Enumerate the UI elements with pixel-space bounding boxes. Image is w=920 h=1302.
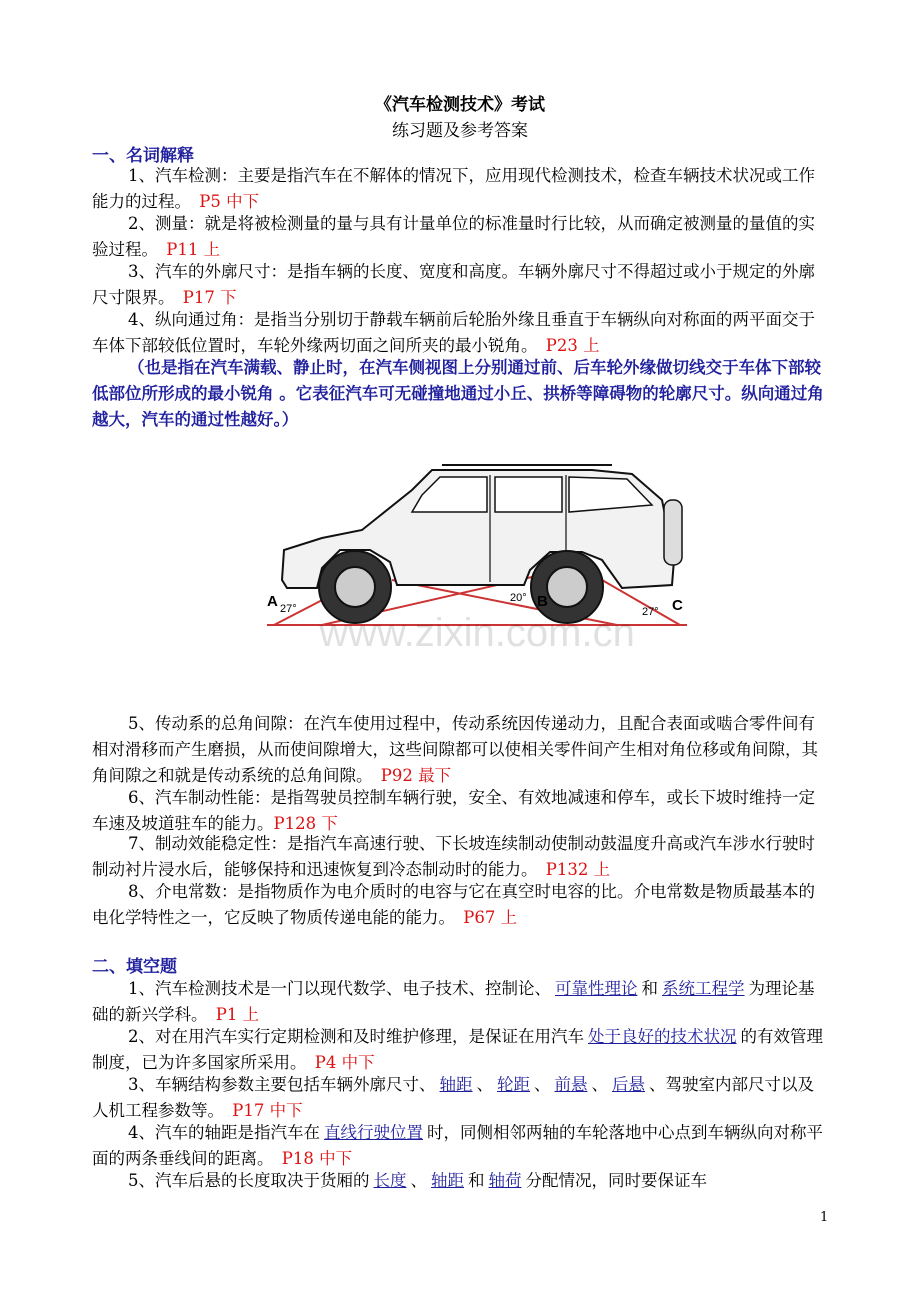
page-reference: P23 上 (545, 336, 600, 355)
definition-item (92, 711, 830, 789)
label-c: C (672, 597, 683, 614)
question-text: 分配情况，同时要保证车 (525, 1171, 707, 1190)
page-reference: P18 中下 (281, 1149, 353, 1168)
definition-text: 7、制动效能稳定性：是指汽车高速行驶、下长坡连续制动使制动鼓温度升高或汽车涉水行驶时制动衬片浸水后，能够保持和迅速恢复到冷态制动时的能力。 (92, 834, 815, 879)
answer-blank: 轮距 (497, 1075, 530, 1094)
vehicle-angle-diagram (262, 450, 692, 665)
page-reference: P128 下 (273, 814, 338, 833)
watermark: www.zixin.com.cn (319, 611, 635, 655)
definition-text: 3、汽车的外廓尺寸：是指车辆的长度、宽度和高度。车辆外廓尺寸不得超过或小于规定的外廓尺寸限界。 (92, 262, 815, 307)
definition-item (92, 163, 830, 215)
separator: 、 (534, 1075, 551, 1094)
answer-blank: 后悬 (612, 1075, 645, 1094)
page-reference: P132 上 (545, 860, 611, 879)
definition-item (92, 211, 830, 263)
answer-blank: 长度 (373, 1171, 407, 1190)
definition-item (92, 259, 830, 311)
front-wheel-hub (335, 567, 375, 607)
angle-b: 20° (510, 592, 527, 604)
page-reference: P1 上 (215, 1005, 260, 1024)
answer-blank: 系统工程学 (662, 979, 745, 998)
page-reference: P92 最下 (380, 766, 452, 785)
label-b: B (537, 593, 548, 610)
question-text: 5、汽车后悬的长度取决于货厢的 (128, 1171, 370, 1190)
question-text: 、驾驶室内部尺寸以及人机工程参数等。 (92, 1075, 814, 1120)
question-text: 和 (468, 1171, 485, 1190)
separator: 、 (410, 1171, 427, 1190)
definition-item (92, 879, 830, 931)
definition-text: 5、传动系的总角间隙：在汽车使用过程中，传动系统因传递动力，且配合表面或啮合零件间有相对滑移而产生磨损，从而使间隙增大，这些间隙都可以使相关零件间产生相对角位移或角间隙，其角间隙之和就是传动系统的总角间隙。 (92, 714, 818, 785)
angle-a: 27° (280, 603, 297, 615)
definition-item (92, 785, 830, 837)
page-reference: P17 中下 (232, 1101, 303, 1120)
document-subtitle: 练习题及参考答案 (392, 121, 528, 141)
answer-blank: 轴荷 (488, 1171, 522, 1190)
page-reference: P4 中下 (314, 1053, 375, 1072)
definition-text: 1、汽车检测：主要是指汽车在不解体的情况下，应用现代检测技术，检查车辆技术状况或工作能力的过程。 (92, 166, 815, 211)
answer-blank: 直线行驶位置 (324, 1123, 423, 1142)
separator: 、 (591, 1075, 608, 1094)
page-number: 1 (820, 1210, 829, 1225)
definition-text: 4、纵向通过角：是指当分别切于静载车辆前后轮胎外缘且垂直于车辆纵向对称面的两平面交于车体下部较低位置时，车轮外缘两切面之间所夹的最小锐角。 (92, 310, 815, 355)
spare-wheel (664, 500, 682, 565)
definition-item (92, 831, 830, 883)
angle-c: 27° (642, 606, 659, 618)
page-reference: P17 下 (182, 288, 237, 307)
question-text: 和 (641, 979, 658, 998)
answer-blank: 可靠性理论 (555, 979, 638, 998)
document-title: 《汽车检测技术》考试 (375, 95, 545, 115)
answer-blank: 前悬 (554, 1075, 588, 1094)
answer-blank: 轴距 (431, 1171, 464, 1190)
rear-window (495, 477, 562, 512)
question-text: 3、车辆结构参数主要包括车辆外廓尺寸、 (128, 1075, 436, 1094)
definition-item (92, 307, 830, 359)
section-heading-definitions: 一、名词解释 (92, 146, 194, 166)
page-reference: P11 上 (166, 240, 221, 259)
rear-wheel-hub (547, 567, 587, 607)
fill-in-question (92, 1120, 830, 1172)
section-heading-fill-in: 二、填空题 (92, 957, 177, 977)
question-text: 的有效管理制度，已为许多国家所采用。 (92, 1027, 823, 1072)
definition-text: 8、介电常数：是指物质作为电介质时的电容与它在真空时电容的比。介电常数是物质最基本的电化学特性之一，它反映了物质传递电能的能力。 (92, 882, 815, 927)
answer-blank: 轴距 (439, 1075, 473, 1094)
definition-note: （也是指在汽车满载、静止时，在汽车侧视图上分别通过前、后车轮外缘做切线交于车体下部较低部位所形成的最小锐角 。它表征汽车可无碰撞地通过小丘、拱桥等障碍物的轮廓尺寸。纵向通过角越大，汽车的通过性越好。） (92, 358, 824, 429)
fill-in-question (92, 1024, 830, 1076)
question-text: 时，同侧相邻两轴的车轮落地中心点到车辆纵向对称平面的两条垂线间的距离。 (92, 1123, 823, 1168)
fill-in-question (92, 1168, 830, 1194)
question-text: 2、对在用汽车实行定期检测和及时维护修理，是保证在用汽车 (128, 1027, 584, 1046)
fill-in-question (92, 1072, 830, 1124)
definition-text: 2、测量：就是将被检测量的量与具有计量单位的标准量时行比较，从而确定被测量的量值的实验过程。 (92, 214, 815, 259)
fill-in-question (92, 976, 830, 1028)
separator: 、 (476, 1075, 493, 1094)
definition-text: 6、汽车制动性能：是指驾驶员控制车辆行驶，安全、有效地减速和停车，或长下坡时维持一定车速及坡道驻车的能力。 (92, 788, 815, 833)
question-text: 4、汽车的轴距是指汽车在 (128, 1123, 320, 1142)
page-reference: P5 中下 (199, 192, 260, 211)
answer-blank: 处于良好的技术状况 (588, 1027, 737, 1046)
question-text: 为理论基础的新兴学科。 (92, 979, 815, 1024)
question-text: 1、汽车检测技术是一门以现代数学、电子技术、控制论、 (128, 979, 551, 998)
vehicle-angle-figure (262, 450, 692, 665)
page-reference: P67 上 (463, 908, 518, 927)
label-a: A (267, 593, 278, 610)
